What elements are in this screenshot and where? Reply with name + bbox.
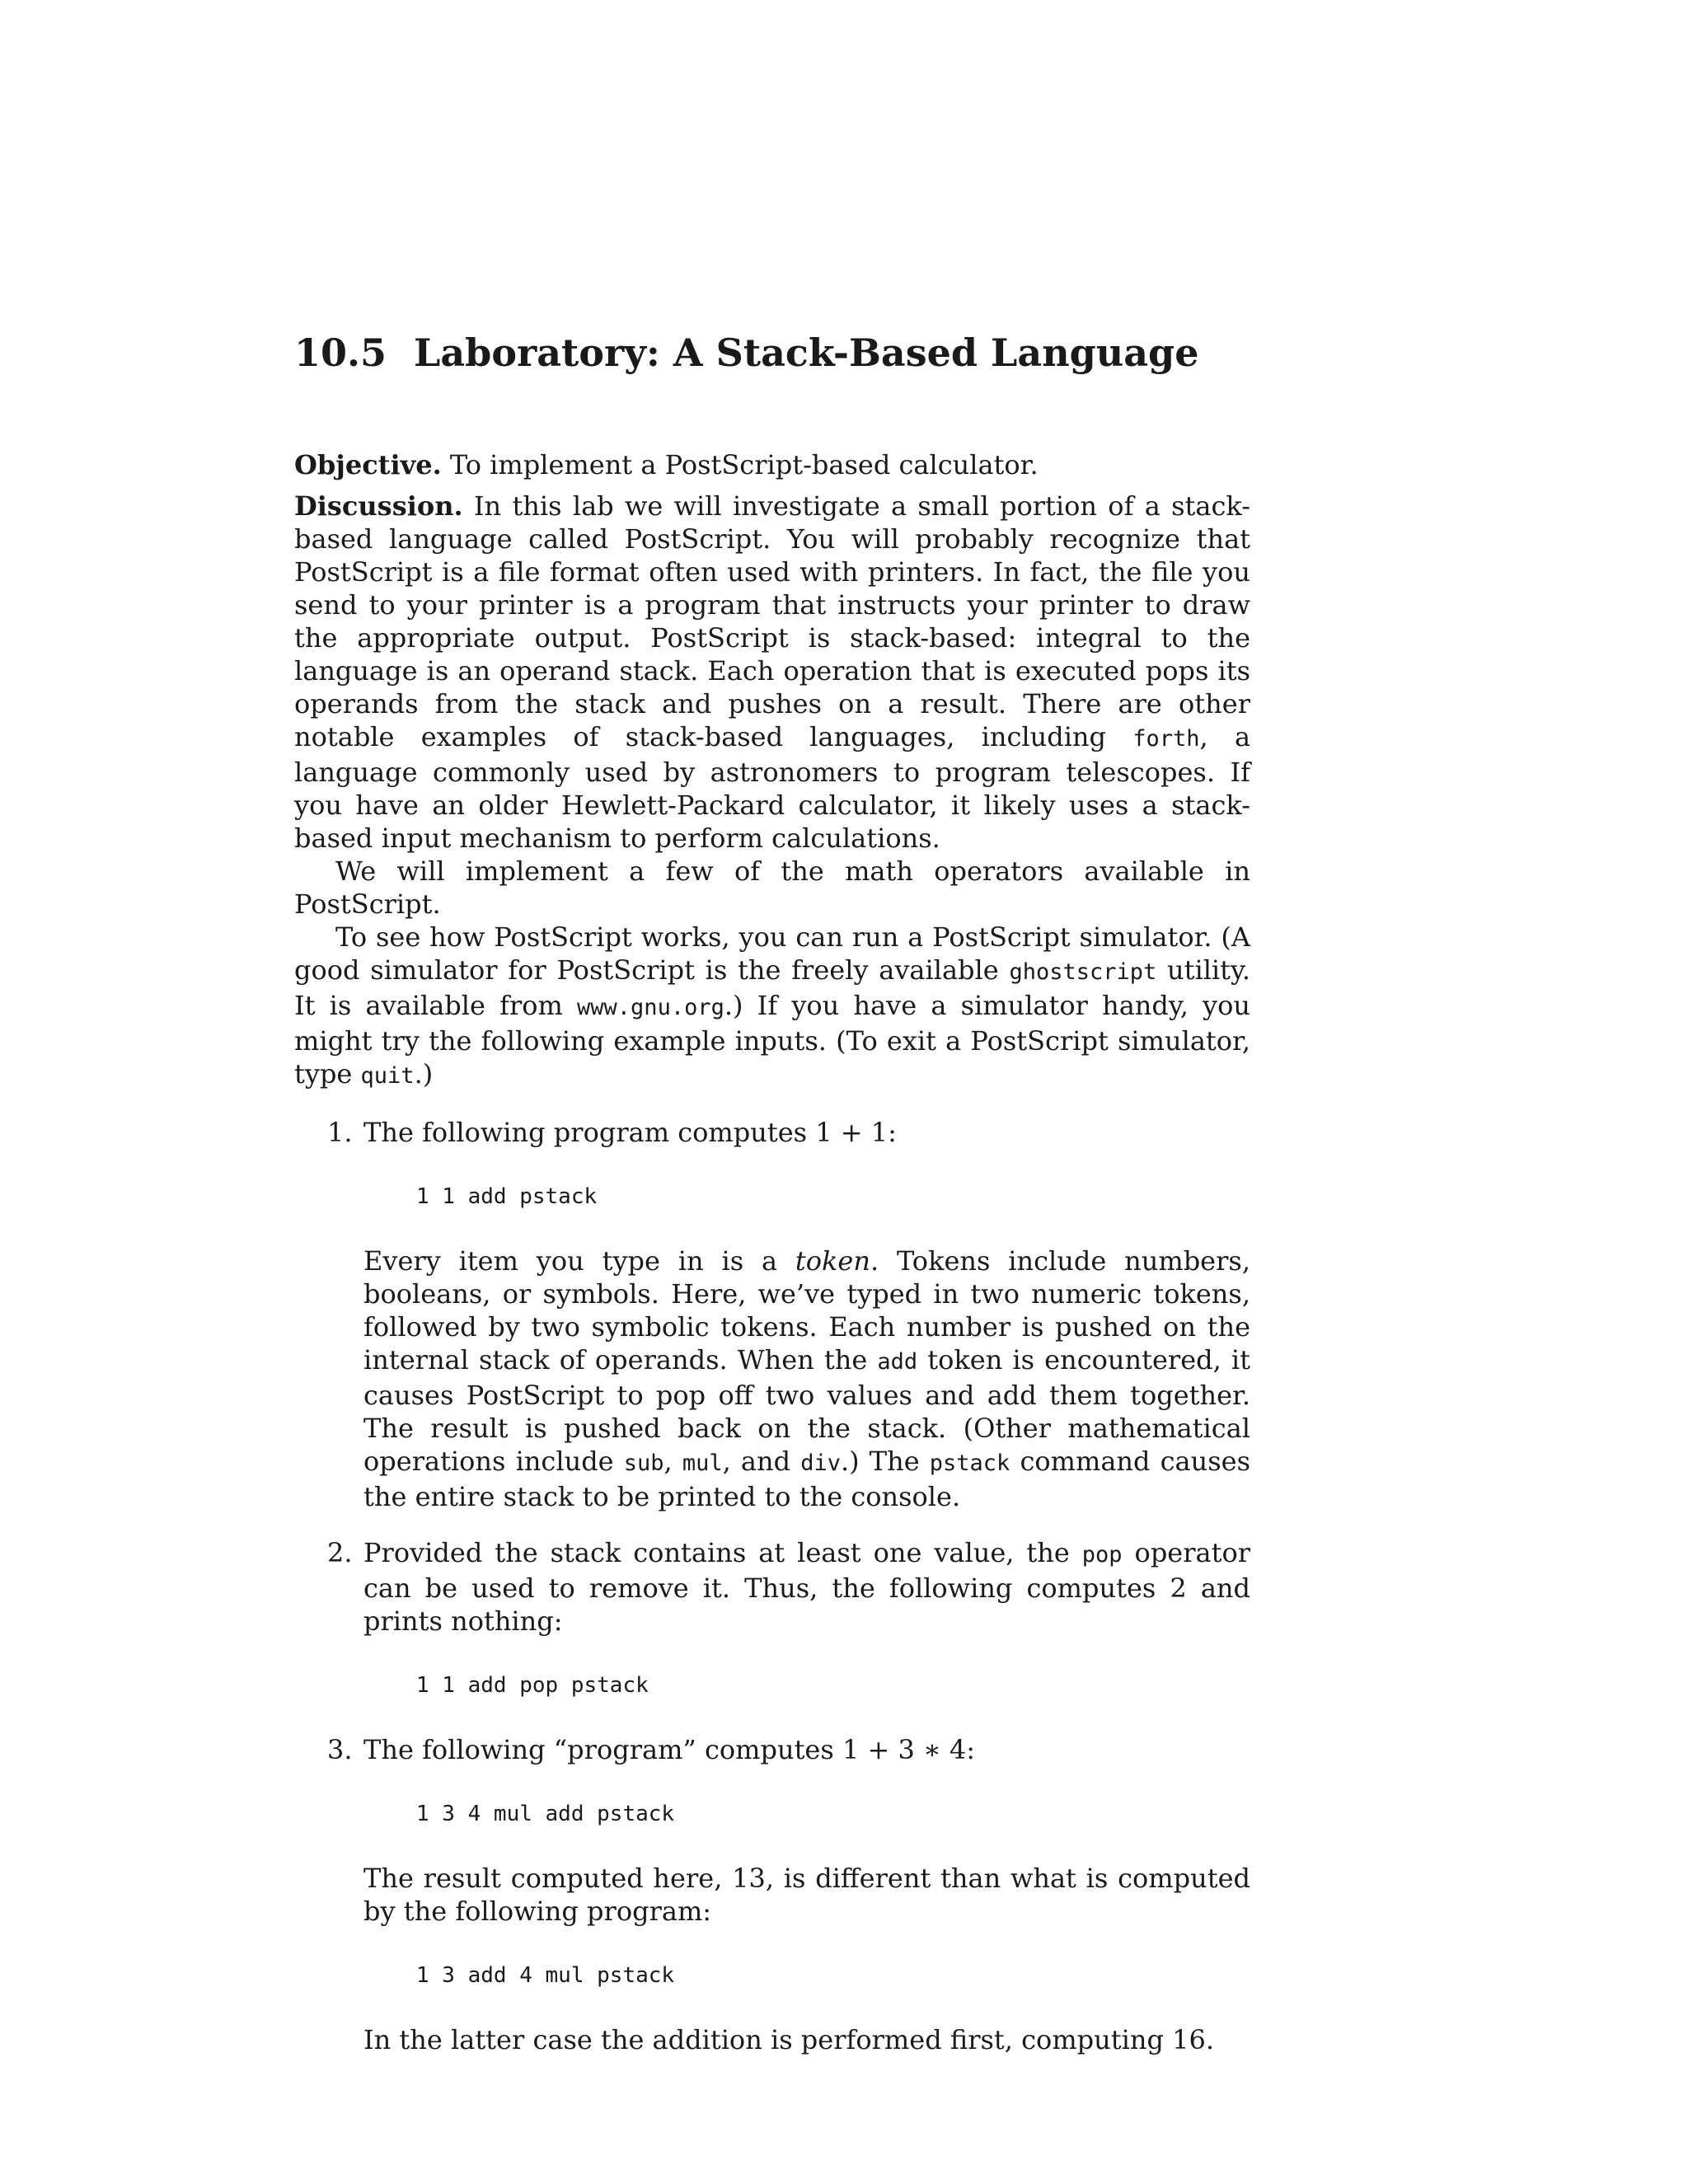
code-pstack: pstack [929, 1451, 1010, 1476]
item-3-body: The result computed here, 13, is different than what is computed by the following program: [363, 1863, 1250, 1927]
code-add: add [877, 1349, 918, 1375]
list-marker: 2. [327, 1537, 353, 1568]
list-item-2 [294, 1536, 1250, 1702]
objective-label: Objective. [294, 449, 442, 480]
list-marker: 1. [327, 1117, 353, 1148]
code-pop: pop [1081, 1542, 1123, 1568]
emphasis-token: token [795, 1245, 870, 1277]
code-block: 1 1 add pstack [416, 1184, 598, 1209]
page [294, 328, 1250, 2079]
paragraph-operators: We will implement a few of the math operators available in PostScript. [294, 855, 1250, 920]
item-1-body-f: .) The [840, 1446, 920, 1477]
discussion-paragraph [294, 490, 1250, 855]
math-expression: 1 + 1 [815, 1117, 889, 1148]
math-result: 16 [1172, 2024, 1206, 2055]
discussion-label: Discussion. [294, 490, 463, 522]
code-block: 1 3 add 4 mul pstack [416, 1963, 675, 1988]
item-3-closing-a: In the latter case the addition is performed first, computing [363, 2024, 1164, 2055]
list-marker: 3. [327, 1734, 353, 1765]
item-1-body [363, 1244, 1250, 1513]
code-quit: quit [360, 1063, 415, 1089]
item-1-body-a: Every item you type in is a [363, 1245, 778, 1277]
item-3-intro-text: The following “program” computes [363, 1734, 834, 1765]
code-div: div [800, 1451, 841, 1476]
code-forth: forth [1132, 726, 1200, 752]
item-1-body-e: , and [722, 1446, 791, 1477]
simulator-text-d: .) [414, 1058, 434, 1090]
item-1-body-b: . Tokens include numbers, booleans, or symbols. Here, we’ve typed in two numeric tokens, followed by two symbolic tokens. Each number is pushed on the internal stack of operands. When the [363, 1245, 1251, 1376]
code-block: 1 1 add pop pstack [416, 1673, 649, 1698]
section-heading [294, 328, 1250, 377]
objective-text: To implement a PostScript-based calculator. [449, 449, 1039, 480]
item-1-body-d: , [663, 1446, 673, 1477]
discussion-text-b: , a language commonly used by astronomers to program telescopes. If you have an older Hewlett-Packard calculator, it likely uses a stack-based input mechanism to perform calculations. [294, 721, 1251, 854]
item-3-intro-end: : [966, 1734, 976, 1765]
item-2-intro [363, 1536, 1250, 1638]
item-1-intro-end: : [888, 1117, 897, 1148]
section-number: 10.5 [294, 330, 387, 375]
example-list [294, 1116, 1250, 2056]
simulator-text-b: utility. It is available from [294, 954, 1251, 1021]
section-title: Laboratory: A Stack-Based Language [414, 330, 1199, 375]
item-3-closing-b: . [1205, 2024, 1214, 2055]
item-2-intro-b: operator can be used to remove it. Thus, the following computes 2 and prints nothing: [363, 1537, 1251, 1637]
item-3-closing [363, 2023, 1250, 2056]
discussion-text-a: In this lab we will investigate a small portion of a stack-based language called PostScript. You will probably recognize that PostScript is a file format often used with printers. In fact, the file you send to your printer is a program that instructs your printer to draw the appropriate output. PostScript is stack-based: integral to the language is an operand stack. Each operation that is executed pops its operands from the stack and pushes on a result. There are other notable examples of stack-based languages, including [294, 490, 1251, 752]
simulator-text-c: .) If you have a simulator handy, you might try the following example inputs. (To exit a PostScript simulator, type [294, 990, 1250, 1090]
item-1-body-c: token is encountered, it causes PostScript to pop off two values and add them together. The result is pushed back on the stack. (Other mathematical operations include [363, 1344, 1251, 1477]
list-item-1 [294, 1116, 1250, 1513]
paragraph-simulator [294, 921, 1250, 1093]
simulator-text-a: To see how PostScript works, you can run a PostScript simulator. (A good simulator for PostScript is the freely available [294, 921, 1250, 986]
list-item-3 [294, 1733, 1250, 2056]
item-1-body-g: command causes the entire stack to be printed to the console. [363, 1446, 1250, 1512]
item-2-intro-a: Provided the stack contains at least one value, the [363, 1537, 1070, 1568]
item-1-intro-text: The following program computes [363, 1117, 808, 1148]
code-mul: mul [682, 1451, 723, 1476]
code-ghostscript: ghostscript [1009, 959, 1157, 985]
code-block: 1 3 4 mul add pstack [416, 1802, 675, 1826]
item-1-intro [363, 1116, 1250, 1149]
item-3-intro [363, 1733, 1250, 1766]
code-sub: sub [623, 1451, 664, 1476]
math-expression: 1 + 3 ∗ 4 [842, 1734, 967, 1765]
code-gnu-url: www.gnu.org [577, 995, 724, 1020]
objective-paragraph [294, 448, 1250, 481]
